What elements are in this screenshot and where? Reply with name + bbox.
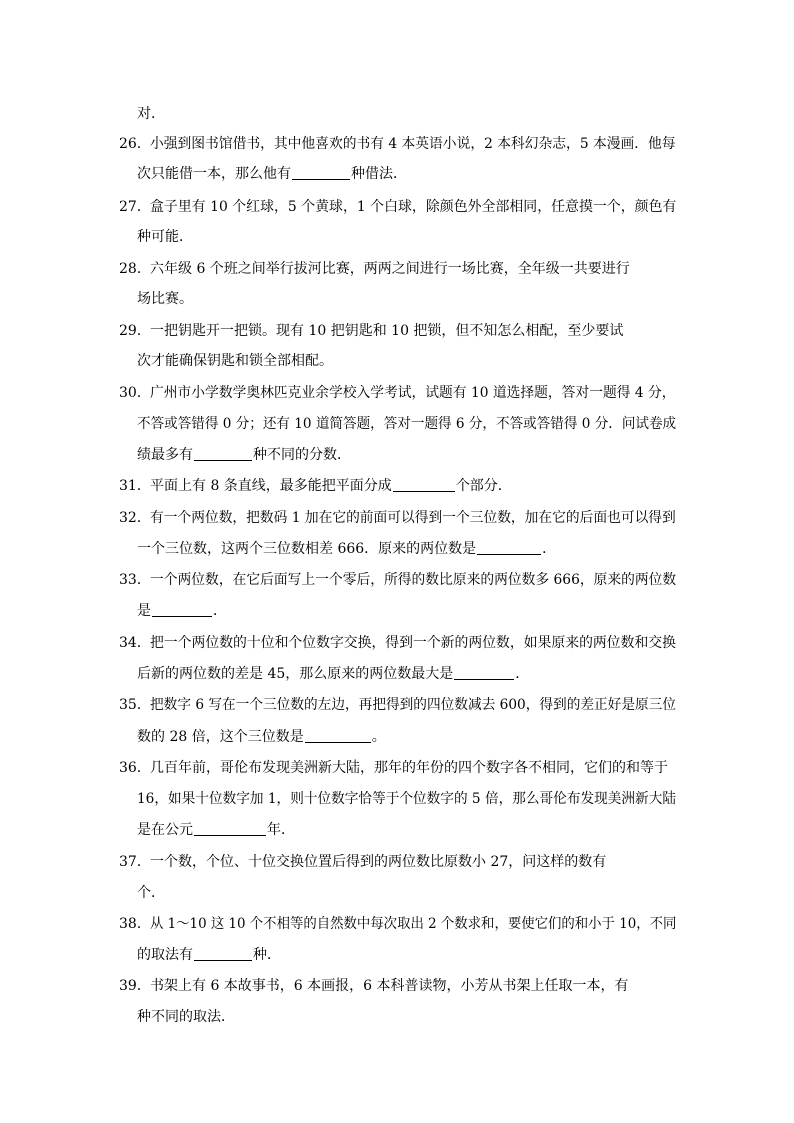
question-35 (0, 691, 794, 719)
question-28 (0, 255, 794, 283)
question-text: 后新的两位数的差是 45，那么原来的两位数最大是 (137, 666, 454, 682)
question-text: ． (213, 603, 227, 619)
question-text: 平面上有 8 条直线，最多能把平面分成 (150, 478, 392, 494)
question-text: 六年级 6 个班之间举行拔河比赛，两两之间进行一场比赛，全年级一共要进行 (150, 261, 630, 277)
question-text: 次才能确保钥匙和锁全部相配。 (137, 353, 333, 369)
question-text: 几百年前，哥伦布发现美洲新大陆，那年的年份的四个数字各不相同，它们的和等于 (150, 760, 668, 776)
question-39 (0, 972, 794, 1000)
question-number: 33． (119, 572, 151, 588)
question-27 (0, 193, 794, 221)
question-36 (0, 754, 794, 782)
question-text: 是在公元 (137, 822, 193, 838)
question-36-line-3 (0, 816, 794, 844)
question-text: 盒子里有 10 个红球，5 个黄球，1 个白球，除颜色外全部相同，任意摸一个，颜色有 (150, 199, 677, 215)
question-text: 一把钥匙开一把锁。现有 10 把钥匙和 10 把锁，但不知怎么相配，至少要试 (150, 323, 624, 339)
question-text: 数的 28 倍，这个三位数是 (137, 729, 304, 745)
question-30 (0, 379, 794, 407)
question-text: 场比赛。 (137, 291, 193, 307)
question-39-line-2 (0, 1003, 794, 1031)
question-number: 31． (119, 478, 151, 494)
question-number: 34． (119, 635, 151, 651)
question-26-line-2 (0, 160, 794, 188)
question-text: 小强到图书馆借书，其中他喜欢的书有 4 本英语小说，2 本科幻杂志，5 本漫画．他每 (150, 136, 676, 152)
question-text: 把一个两位数的十位和个位数字交换，得到一个新的两位数，如果原来的两位数和交换 (150, 635, 676, 651)
question-number: 35． (119, 697, 151, 713)
question-number: 37． (119, 854, 151, 870)
question-text: 一个三位数，这两个三位数相差 666．原来的两位数是 (137, 541, 477, 557)
question-38 (0, 910, 794, 938)
question-number: 27． (119, 199, 151, 215)
question-text: 种不同的取法． (137, 1009, 235, 1025)
answer-blank[interactable] (194, 821, 266, 836)
question-34-line-2 (0, 660, 794, 688)
question-number: 29． (119, 323, 151, 339)
question-26 (0, 130, 794, 158)
question-37 (0, 848, 794, 876)
answer-blank[interactable] (393, 477, 455, 492)
question-32 (0, 504, 794, 532)
question-31 (0, 472, 794, 500)
question-text: 种借法． (351, 166, 407, 182)
question-29 (0, 317, 794, 345)
question-text: 一个数，个位、十位交换位置后得到的两位数比原数小 27，问这样的数有 (150, 854, 607, 870)
question-32-line-2 (0, 535, 794, 563)
question-text: 种． (253, 947, 281, 963)
question-number: 39． (119, 978, 151, 994)
question-29-line-2 (0, 347, 794, 375)
question-text: 书架上有 6 本故事书，6 本画报，6 本科普读物，小芳从书架上任取一本，有 (150, 978, 629, 994)
question-text: 次只能借一本，那么他有 (137, 166, 291, 182)
question-number: 28． (119, 261, 151, 277)
question-text: 不答或答错得 0 分；还有 10 道简答题，答对一题得 6 分，不答或答错得 0 分．问试卷成 (137, 416, 677, 432)
question-text: 把数字 6 写在一个三位数的左边，再把得到的四位数减去 600，得到的差正好是原三位 (150, 697, 676, 713)
question-text: 是 (137, 603, 151, 619)
text-line (0, 100, 794, 128)
question-35-line-2 (0, 723, 794, 751)
answer-blank[interactable] (292, 165, 350, 180)
question-number: 32． (119, 510, 151, 526)
question-text: 从 1～10 这 10 个不相等的自然数中每次取出 2 个数求和，要使它们的和小于 10，不同 (150, 916, 677, 932)
question-33 (0, 566, 794, 594)
question-number: 36． (119, 760, 151, 776)
question-text: 个部分． (455, 478, 512, 494)
answer-blank[interactable] (477, 540, 541, 555)
question-text: 。 (371, 729, 386, 745)
question-text: 的取法有 (137, 947, 193, 963)
question-text: 一个两位数，在它后面写上一个零后，所得的数比原来的两位数多 666，原来的两位数 (150, 572, 677, 588)
question-text: 种不同的分数． (253, 447, 351, 463)
question-33-line-2 (0, 597, 794, 625)
question-text: ． (542, 541, 557, 557)
question-text: ． (515, 666, 530, 682)
continuation-text: 对． (137, 106, 165, 122)
question-number: 38． (119, 916, 151, 932)
question-text: 16，如果十位数字加 1，则十位数字恰等于个位数字的 5 倍，那么哥伦布发现美洲新大陆 (137, 791, 676, 807)
question-text: 有一个两位数，把数码 1 加在它的前面可以得到一个三位数，加在它的后面也可以得到 (150, 510, 676, 526)
question-text: 广州市小学数学奥林匹克业余学校入学考试，试题有 10 道选择题，答对一题得 4 分， (150, 385, 676, 401)
question-37-line-2 (0, 879, 794, 907)
question-text: 年． (267, 822, 295, 838)
answer-blank[interactable] (194, 946, 252, 961)
question-30-line-3 (0, 441, 794, 469)
question-36-line-2 (0, 785, 794, 813)
question-38-line-2 (0, 941, 794, 969)
question-number: 26． (119, 136, 151, 152)
question-number: 30． (119, 385, 151, 401)
question-30-line-2 (0, 410, 794, 438)
answer-blank[interactable] (194, 446, 252, 461)
question-28-line-2 (0, 285, 794, 313)
question-34 (0, 629, 794, 657)
answer-blank[interactable] (152, 602, 212, 617)
question-text: 种可能． (137, 229, 193, 245)
question-text: 绩最多有 (137, 447, 193, 463)
question-27-line-2 (0, 223, 794, 251)
question-text: 个． (137, 885, 165, 901)
answer-blank[interactable] (305, 728, 371, 743)
answer-blank[interactable] (454, 665, 514, 680)
